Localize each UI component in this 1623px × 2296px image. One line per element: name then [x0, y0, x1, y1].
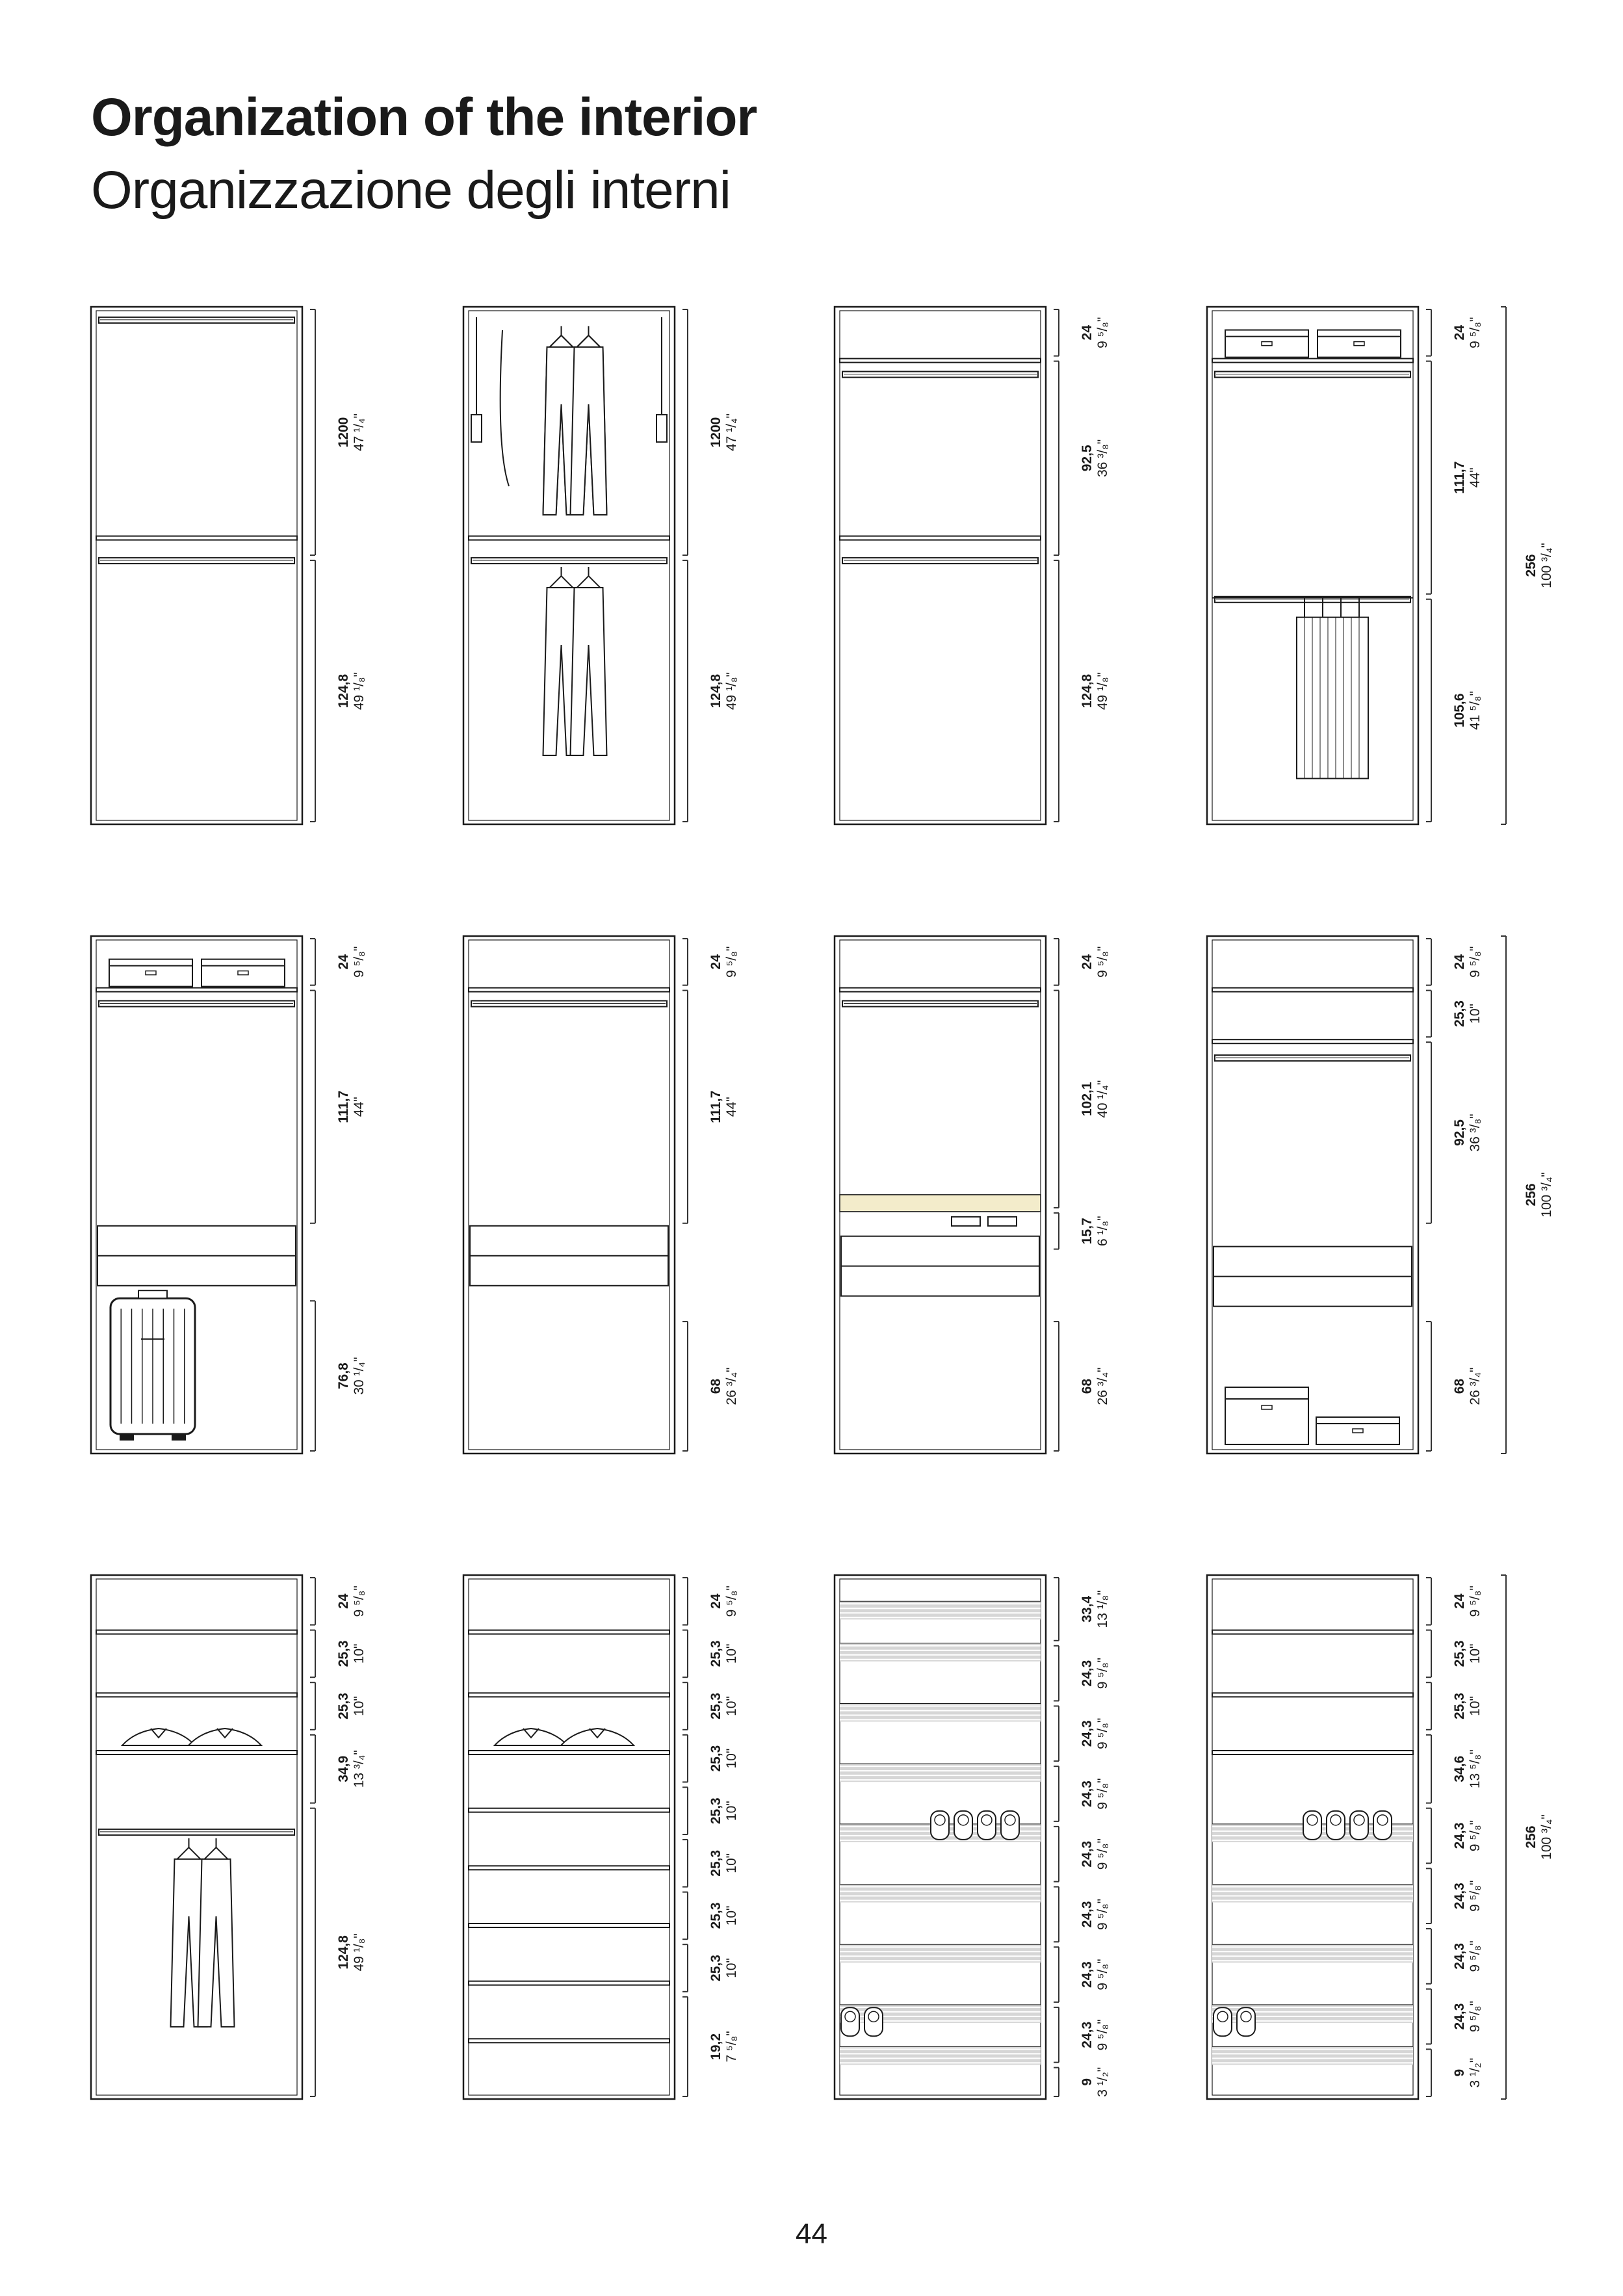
dimension-label [336, 946, 367, 978]
dimension-metric: 102,1 [1080, 1082, 1095, 1117]
dimension-metric: 24,3 [1080, 2021, 1095, 2048]
unit-r1-c1 [91, 307, 367, 824]
trousers [1297, 618, 1368, 779]
dimension-metric: 124,8 [1080, 673, 1095, 709]
dimension-imperial: 9 ⁵/₈" [1095, 2019, 1110, 2051]
dimension-metric: 25,3 [1452, 1693, 1467, 1719]
led-light [840, 1195, 1041, 1212]
dimension-label [336, 413, 367, 451]
dimension-label [1080, 1367, 1110, 1405]
wardrobe-frame [835, 307, 1046, 824]
dimension-metric: 25,3 [708, 1955, 723, 1981]
shelf [469, 536, 669, 540]
dimension-imperial: 9 ⁵/₈" [1468, 2000, 1483, 2033]
dimension-imperial: 36 ³/₈" [1468, 1114, 1483, 1152]
dimension-label [708, 1850, 739, 1877]
shelf [96, 988, 297, 992]
dimension-metric: 25,3 [708, 1797, 723, 1825]
dimension-label [708, 1585, 739, 1617]
storage-box [1316, 1417, 1399, 1444]
dimension-imperial: 9 ⁵/₈" [1095, 946, 1110, 978]
dimension-label [708, 2031, 739, 2062]
dimension-label [336, 1693, 367, 1719]
dimension-label [336, 1750, 367, 1788]
dimension-metric: 92,5 [1080, 445, 1095, 472]
wardrobe-frame [1207, 936, 1418, 1454]
shoe-opening [1354, 1815, 1364, 1825]
shelf [1212, 359, 1413, 363]
shoe-opening [1377, 1815, 1388, 1825]
dimension-label [1080, 1838, 1110, 1870]
shoe-opening [935, 1815, 945, 1825]
dimension-imperial: 26 ³/₄" [724, 1367, 739, 1405]
unit-r1-c2 [463, 307, 739, 824]
dimension-label [1080, 672, 1110, 710]
dimension-imperial: 100 ³/₄" [1539, 543, 1554, 588]
dimension-imperial: 41 ⁵/₈" [1468, 690, 1483, 730]
shelf [469, 1693, 669, 1697]
shelf [96, 1693, 297, 1697]
dimension-imperial: 9 ⁵/₈" [1468, 1880, 1483, 1912]
dimension-metric: 24,3 [1452, 1883, 1467, 1910]
dimension-imperial: 10" [1468, 1643, 1483, 1664]
dimension-label [708, 1640, 739, 1667]
dimension-metric: 24 [1452, 1593, 1467, 1609]
dimension-metric: 68 [1452, 1378, 1467, 1394]
shelf [469, 1630, 669, 1634]
shelf [840, 536, 1041, 540]
dimension-imperial: 9 ⁵/₈" [352, 1585, 367, 1617]
dimension-imperial: 9 ⁵/₈" [724, 946, 739, 978]
shelf [96, 1751, 297, 1755]
dimension-imperial: 9 ⁵/₈" [724, 1585, 739, 1617]
unit-r3-c1 [91, 1575, 367, 2099]
dimension-metric: 24,3 [1452, 1822, 1467, 1849]
page-subtitle: Organizzazione degli interni [91, 161, 731, 220]
storage-box-tall [1225, 1387, 1308, 1444]
dimension-imperial: 49 ¹/₈" [352, 672, 367, 711]
dimension-label [708, 1902, 739, 1929]
dimension-metric: 34,9 [336, 1755, 351, 1782]
dimension-imperial: 10" [352, 1696, 367, 1716]
dimension-metric: 124,8 [336, 673, 351, 709]
shelf [96, 1630, 297, 1634]
dimension-imperial: 30 ¹/₄" [352, 1357, 367, 1395]
storage-box [109, 959, 192, 987]
shelf [469, 1924, 669, 1927]
dimension-label [708, 946, 739, 978]
wardrobe-frame [463, 1575, 675, 2099]
dimension-label [1452, 1000, 1483, 1027]
dimension-metric: 25,3 [1452, 1000, 1467, 1027]
dimension-label [1080, 1778, 1110, 1809]
dimension-imperial: 7 ⁵/₈" [724, 2031, 739, 2063]
page-number: 44 [796, 2218, 827, 2250]
dimension-imperial: 9 ⁵/₈" [1095, 317, 1110, 348]
dimension-label [708, 1745, 739, 1772]
dimension-metric: 76,8 [336, 1363, 351, 1390]
dimension-label [1080, 1080, 1110, 1118]
dimension-label [1080, 1899, 1110, 1930]
dimension-label [708, 1797, 739, 1824]
dimension-label [708, 1367, 739, 1405]
page-title: Organization of the interior [91, 88, 757, 147]
dimension-imperial: 9 ⁵/₈" [1095, 1898, 1110, 1930]
dimension-metric: 92,5 [1452, 1119, 1467, 1146]
unit-r1-c3 [835, 307, 1110, 824]
dimension-imperial: 10" [724, 1748, 739, 1769]
dimension-imperial: 26 ³/₄" [1468, 1367, 1483, 1405]
dimension-label [1080, 1590, 1110, 1628]
shelf [840, 988, 1041, 992]
shelf [1212, 988, 1413, 992]
dimension-metric: 24,3 [1080, 1720, 1095, 1747]
dimension-metric: 24 [1452, 325, 1467, 341]
dimension-metric: 1200 [336, 417, 351, 448]
dimension-metric: 124,8 [708, 673, 723, 709]
dimension-metric: 24 [336, 1593, 351, 1609]
shelf [96, 536, 297, 540]
dimension-label [708, 413, 739, 451]
dimension-metric: 256 [1524, 1825, 1539, 1849]
dimension-imperial: 47 ¹/₄" [724, 413, 739, 452]
dimension-metric: 105,6 [1452, 693, 1467, 728]
dimension-metric: 124,8 [336, 1935, 351, 1970]
dimension-label [336, 1357, 367, 1395]
dimension-metric: 1200 [708, 417, 723, 448]
dimension-metric: 24,3 [1080, 1781, 1095, 1807]
unit-r3-c3 [835, 1575, 1110, 2099]
dimension-metric: 111,7 [1452, 461, 1467, 494]
dimension-imperial: 13 ³/₄" [352, 1750, 367, 1788]
dimension-imperial: 9 ⁵/₈" [1468, 317, 1483, 348]
dimension-label [708, 1693, 739, 1719]
shelf [469, 1751, 669, 1755]
total-dimension-label [1524, 1172, 1554, 1218]
dimension-imperial: 10" [724, 1801, 739, 1821]
suitcase-wheel [120, 1434, 134, 1441]
dimension-label [1080, 439, 1110, 477]
dimension-label [708, 1091, 739, 1123]
dimension-imperial: 9 ⁵/₈" [1468, 1820, 1483, 1852]
dimension-imperial: 10" [724, 1853, 739, 1873]
dimension-label [1452, 1820, 1483, 1851]
dimension-metric: 25,3 [336, 1693, 351, 1719]
dimension-imperial: 10" [1468, 1003, 1483, 1024]
dimension-metric: 24,3 [1080, 1961, 1095, 1989]
dimension-label [1080, 1959, 1110, 1990]
dimension-imperial: 44" [724, 1097, 739, 1117]
dimension-imperial: 44" [1468, 467, 1483, 488]
dimension-metric: 68 [1080, 1378, 1095, 1394]
dimension-imperial: 9 ⁵/₈" [1468, 946, 1483, 978]
dimension-imperial: 10" [1468, 1696, 1483, 1716]
dimension-imperial: 9 ⁵/₈" [1468, 1585, 1483, 1617]
dimension-label [336, 1640, 367, 1667]
dimension-imperial: 10" [352, 1643, 367, 1664]
dimension-imperial: 9 ⁵/₈" [1095, 1717, 1110, 1749]
shelf [469, 1866, 669, 1870]
dimension-label [336, 1091, 367, 1123]
dimension-imperial: 9 ⁵/₈" [1095, 1959, 1110, 1990]
dimension-metric: 25,3 [708, 1902, 723, 1929]
dimension-metric: 19,2 [708, 2033, 723, 2060]
dimension-imperial: 9 ⁵/₈" [1095, 1838, 1110, 1870]
shoe-opening [1217, 2011, 1228, 2022]
dimension-imperial: 6 ¹/₈" [1095, 1216, 1110, 1246]
dimension-imperial: 49 ¹/₈" [352, 1933, 367, 1972]
shelf [469, 1981, 669, 1985]
dimension-label [1080, 1216, 1110, 1246]
dimension-metric: 24 [1452, 954, 1467, 970]
dimension-metric: 24 [336, 954, 351, 970]
storage-box [201, 959, 285, 987]
dimension-imperial: 100 ³/₄" [1539, 1172, 1554, 1218]
shelf [1212, 1693, 1413, 1697]
storage-box [1225, 330, 1308, 358]
dimension-label [1452, 1640, 1483, 1667]
dimension-imperial: 26 ³/₄" [1095, 1367, 1110, 1405]
valet-tray [952, 1217, 980, 1226]
dimension-metric: 24,3 [1080, 1840, 1095, 1868]
dimension-metric: 33,4 [1080, 1595, 1095, 1623]
pull-down-handle [656, 415, 667, 442]
dimension-label [1452, 1693, 1483, 1719]
dimension-imperial: 49 ¹/₈" [1095, 672, 1110, 711]
dimension-metric: 34,6 [1452, 1755, 1467, 1782]
dimension-metric: 24 [708, 954, 723, 970]
dimension-imperial: 3 ¹/₂" [1095, 2067, 1110, 2097]
unit-r2-c3 [835, 936, 1110, 1454]
storage-box [1318, 330, 1401, 358]
dimension-metric: 111,7 [708, 1090, 723, 1123]
dimension-label [708, 672, 739, 710]
shelf [1212, 1751, 1413, 1755]
pull-down-handle [471, 415, 482, 442]
shoe-opening [845, 2011, 855, 2022]
dimension-imperial: 40 ¹/₄" [1095, 1080, 1110, 1118]
dimension-metric: 24,3 [1452, 1942, 1467, 1970]
dimension-metric: 9 [1080, 2078, 1095, 2086]
total-dimension-label [1524, 543, 1554, 588]
unit-r2-c1 [91, 936, 367, 1454]
dimension-imperial: 47 ¹/₄" [352, 413, 367, 452]
dimension-imperial: 10" [724, 1958, 739, 1978]
dimension-imperial: 44" [352, 1097, 367, 1117]
dimension-imperial: 100 ³/₄" [1539, 1814, 1554, 1860]
dimension-label [1452, 2001, 1483, 2032]
dimension-label [1452, 1114, 1483, 1151]
dimension-metric: 9 [1452, 2068, 1467, 2077]
shoe-opening [1241, 2011, 1251, 2022]
valet-tray [988, 1217, 1017, 1226]
dimension-metric: 24 [708, 1593, 723, 1609]
wardrobe-frame [463, 936, 675, 1454]
dimension-label [1452, 1585, 1483, 1617]
dimension-metric: 25,3 [336, 1640, 351, 1667]
unit-r3-c4 [1207, 1575, 1554, 2099]
dimension-metric: 25,3 [1452, 1640, 1467, 1667]
dimension-imperial: 9 ⁵/₈" [1095, 1778, 1110, 1810]
dimension-label [336, 1585, 367, 1617]
dimension-metric: 68 [708, 1378, 723, 1394]
dimension-imperial: 10" [724, 1696, 739, 1716]
dimension-metric: 25,3 [708, 1849, 723, 1877]
dimension-metric: 256 [1524, 554, 1539, 577]
dimension-imperial: 13 ¹/₈" [1095, 1590, 1110, 1628]
shelf [840, 359, 1041, 363]
shoe-opening [981, 1815, 992, 1825]
dimension-metric: 25,3 [708, 1745, 723, 1772]
suitcase-handle [138, 1290, 167, 1298]
dimension-label [1080, 1718, 1110, 1749]
dimension-metric: 24 [1080, 954, 1095, 970]
dimension-label [1080, 946, 1110, 978]
unit-r3-c2 [463, 1575, 739, 2099]
dimension-label [1080, 1658, 1110, 1689]
dimension-label [1452, 2058, 1483, 2088]
dimension-metric: 15,7 [1080, 1218, 1095, 1245]
shelf [1212, 1039, 1413, 1043]
dimension-imperial: 9 ⁵/₈" [1468, 1940, 1483, 1972]
dimension-imperial: 3 ¹/₂" [1468, 2057, 1483, 2088]
dimension-label [1452, 1881, 1483, 1912]
dimension-label [1452, 1367, 1483, 1405]
unit-r2-c2 [463, 936, 739, 1454]
dimension-metric: 24,3 [1452, 2003, 1467, 2030]
dimension-label [708, 1955, 739, 1981]
dimension-imperial: 9 ⁵/₈" [1095, 1658, 1110, 1689]
dimension-imperial: 9 ⁵/₈" [352, 946, 367, 978]
suitcase-wheel [172, 1434, 186, 1441]
shoe-opening [1331, 1815, 1341, 1825]
dimension-label [1452, 462, 1483, 494]
unit-r2-c4 [1207, 936, 1554, 1454]
dimension-metric: 111,7 [336, 1090, 351, 1123]
dimension-label [1452, 691, 1483, 730]
dimension-imperial: 49 ¹/₈" [724, 672, 739, 711]
dimension-metric: 256 [1524, 1183, 1539, 1207]
unit-r1-c4 [1207, 307, 1554, 824]
total-dimension-label [1524, 1814, 1554, 1860]
dimension-imperial: 13 ⁵/₈" [1468, 1749, 1483, 1789]
shelf [469, 1808, 669, 1812]
dimension-metric: 25,3 [708, 1640, 723, 1667]
dimension-label [1452, 1749, 1483, 1788]
wardrobe-frame [91, 307, 302, 824]
dimension-metric: 25,3 [708, 1693, 723, 1719]
shoe-opening [958, 1815, 968, 1825]
dimension-label [1080, 2019, 1110, 2050]
dimension-metric: 24 [1080, 325, 1095, 341]
dimension-metric: 24,3 [1080, 1660, 1095, 1687]
dimension-label [1080, 2067, 1110, 2097]
shelf [1212, 1630, 1413, 1634]
dimension-label [336, 672, 367, 710]
shelf [469, 2039, 669, 2042]
dimension-imperial: 10" [724, 1643, 739, 1664]
dimension-label [1452, 317, 1483, 348]
dimension-imperial: 10" [724, 1905, 739, 1926]
dimension-label [1452, 1940, 1483, 1972]
shelf [469, 988, 669, 992]
dimension-label [1080, 317, 1110, 348]
dimension-metric: 24,3 [1080, 1901, 1095, 1928]
shoe-opening [1307, 1815, 1318, 1825]
dimension-label [336, 1933, 367, 1971]
dimension-imperial: 36 ³/₈" [1095, 439, 1110, 477]
dimension-label [1452, 946, 1483, 978]
shoe-opening [868, 2011, 879, 2022]
shoe-opening [1005, 1815, 1015, 1825]
